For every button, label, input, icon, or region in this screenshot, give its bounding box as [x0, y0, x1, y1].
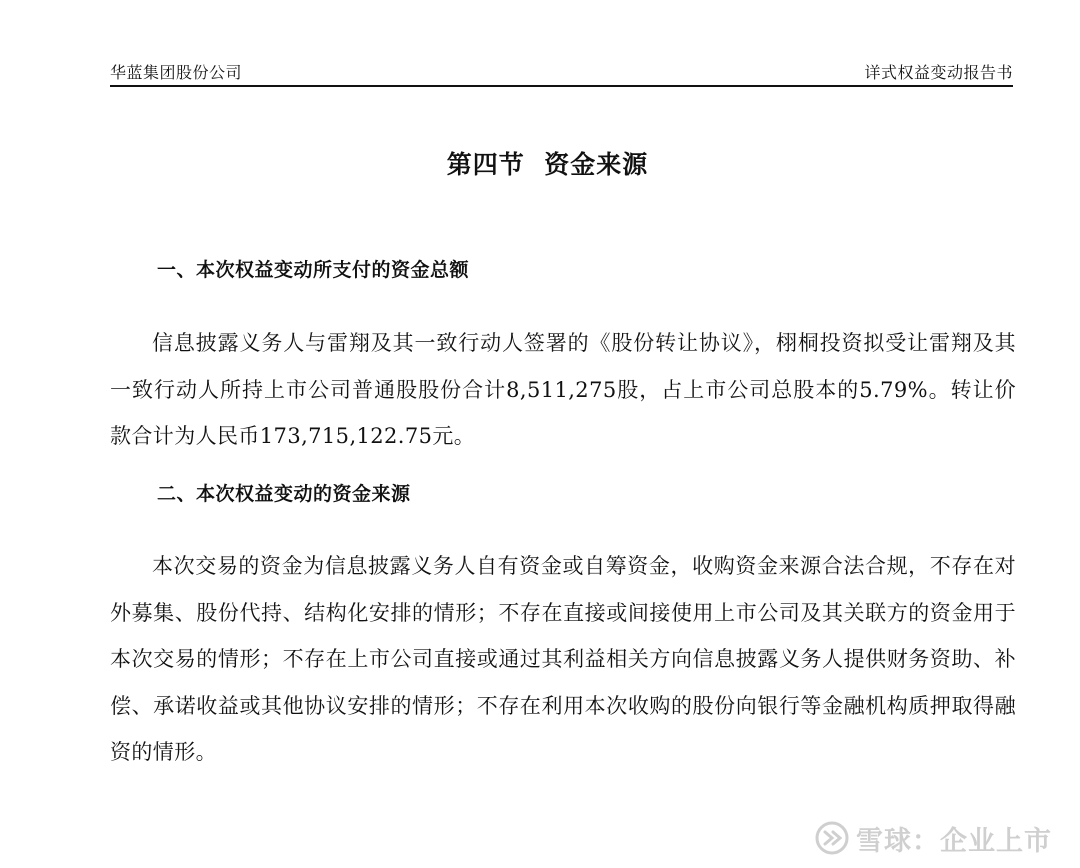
paragraph-funding-source: 本次交易的资金为信息披露义务人自有资金或自筹资金，收购资金来源合法合规，不存在对外募集、股份代持、结构化安排的情形；不存在直接或间接使用上市公司及其关联方的资金用于本次交易的情形；不存在上市公司直接或通过其利益相关方向信息披露义务人提供财务资助、补偿、承诺收益或其他协议安排的情形；不存在利用本次收购的股份向银行等金融机构质押取得融资的情形。 — [110, 554, 1016, 764]
header-company-name: 华蓝集团股份公司 — [110, 63, 243, 82]
header-divider — [110, 85, 1013, 87]
header-document-title: 详式权益变动报告书 — [864, 63, 1013, 82]
snowball-logo-icon — [814, 820, 850, 856]
watermark — [814, 820, 1052, 856]
subheading-funding-source: 二、本次权益变动的资金来源 — [157, 483, 411, 505]
section-title: 第四节 资金来源 — [446, 150, 649, 179]
subheading-total-funds: 一、本次权益变动所支付的资金总额 — [157, 259, 470, 281]
watermark-text: 雪球：企业上市 — [856, 825, 1052, 857]
paragraph-total-funds: 信息披露义务人与雷翔及其一致行动人签署的《股份转让协议》，栩桐投资拟受让雷翔及其一致行动人所持上市公司普通股股份合计8,511,275股，占上市公司总股本的5.79%。转让价款合计为人民币173,715,122.75元。 — [110, 331, 1016, 448]
